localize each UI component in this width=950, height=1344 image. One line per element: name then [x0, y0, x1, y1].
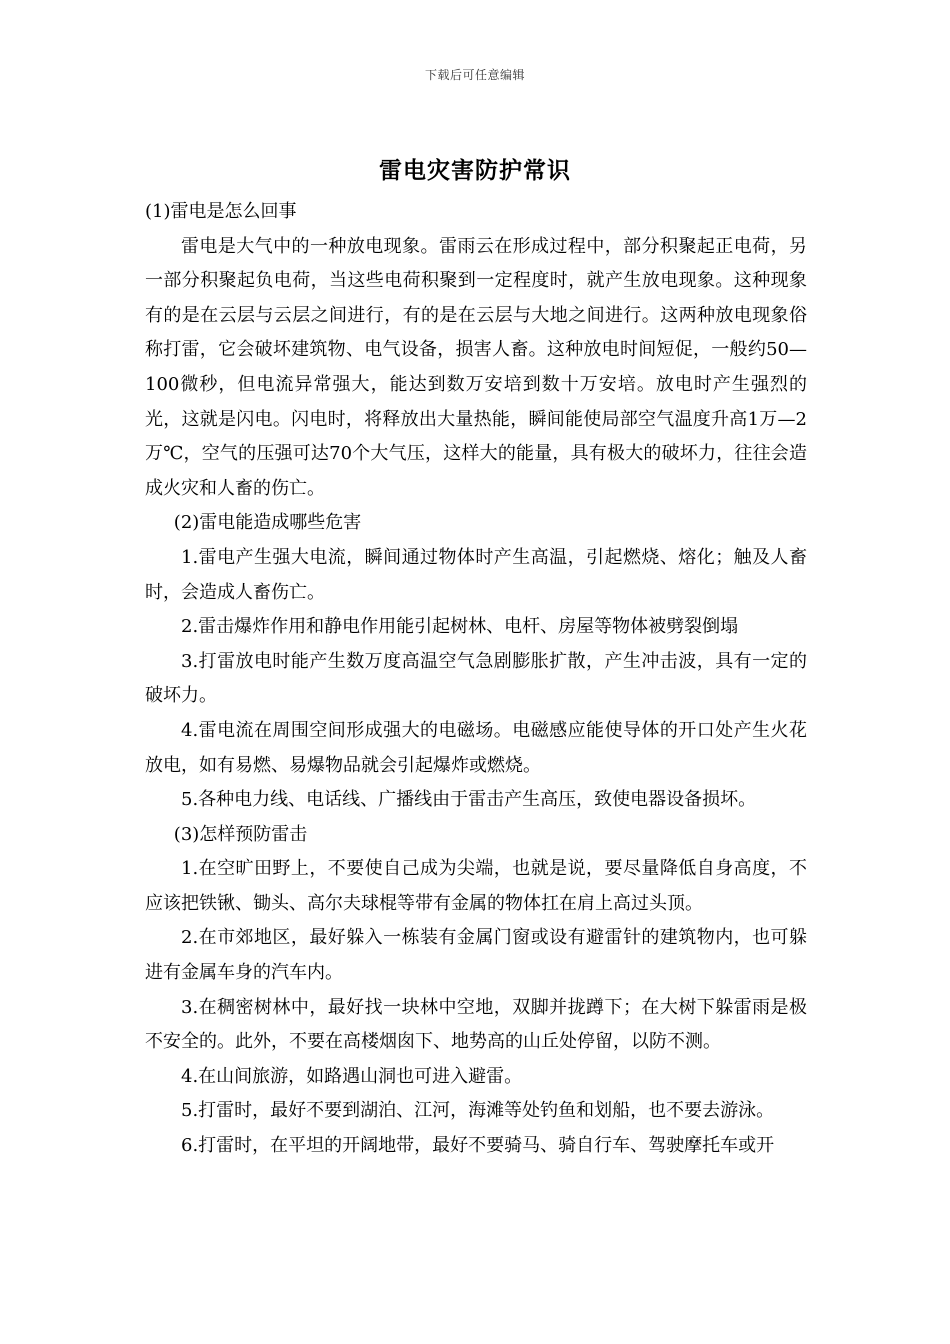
document-title: 雷电灾害防护常识	[379, 158, 571, 184]
section-3-item: 3.在稠密树林中，最好找一块林中空地，双脚并拢蹲下；在大树下躲雷雨是极不安全的。此外，不要在高楼烟囱下、地势高的山丘处停留，以防不测。	[145, 996, 807, 1053]
section-2-item: 5.各种电力线、电话线、广播线由于雷击产生高压，致使电器设备损坏。	[181, 789, 757, 811]
section-2-heading: (2)雷电能造成哪些危害	[173, 512, 362, 534]
section-2-item: 2.雷击爆炸作用和静电作用能引起树林、电杆、房屋等物体被劈裂倒塌	[181, 616, 739, 638]
section-2-item: 1.雷电产生强大电流，瞬间通过物体时产生高温，引起燃烧、熔化；触及人畜时，会造成人畜伤亡。	[145, 546, 807, 603]
section-2-item: 3.打雷放电时能产生数万度高温空气急剧膨胀扩散，产生冲击波，具有一定的破坏力。	[145, 650, 807, 707]
section-3-item: 6.打雷时，在平坦的开阔地带，最好不要骑马、骑自行车、驾驶摩托车或开	[181, 1135, 775, 1157]
section-1-paragraph: 雷电是大气中的一种放电现象。雷雨云在形成过程中，部分积聚起正电荷，另一部分积聚起负电荷，当这些电荷积聚到一定程度时，就产生放电现象。这种现象有的是在云层与云层之间进行，有的是在云层与大地之间进行。这两种放电现象俗称打雷，它会破坏建筑物、电气设备，损害人畜。这种放电时间短促，一般约50—100微秒，但电流异常强大，能达到数万安培到数十万安培。放电时产生强烈的光，这就是闪电。闪电时，将释放出大量热能，瞬间能使局部空气温度升高1万—2万℃，空气的压强可达70个大气压，这样大的能量，具有极大的破坏力，往往会造成火灾和人畜的伤亡。	[145, 235, 807, 499]
section-3-item: 4.在山间旅游，如路遇山洞也可进入避雷。	[181, 1065, 523, 1087]
section-3-item: 1.在空旷田野上，不要使自己成为尖端，也就是说，要尽量降低自身高度，不应该把铁锹、锄头、高尔夫球棍等带有金属的物体扛在肩上高过头顶。	[145, 858, 807, 914]
page-header: 下载后可任意编辑	[424, 68, 525, 82]
section-1-heading: (1)雷电是怎么回事	[145, 201, 297, 222]
section-3-item: 2.在市郊地区，最好躲入一栋装有金属门窗或设有避雷针的建筑物内，也可躲进有金属车身的汽车内。	[145, 927, 807, 984]
section-3-heading: (3)怎样预防雷击	[173, 823, 308, 845]
section-3-item: 5.打雷时，最好不要到湖泊、江河，海滩等处钓鱼和划船，也不要去游泳。	[181, 1100, 775, 1122]
section-2-item: 4.雷电流在周围空间形成强大的电磁场。电磁感应能使导体的开口处产生火花放电，如有易燃、易爆物品就会引起爆炸或燃烧。	[145, 719, 807, 776]
document-body	[145, 195, 807, 1164]
